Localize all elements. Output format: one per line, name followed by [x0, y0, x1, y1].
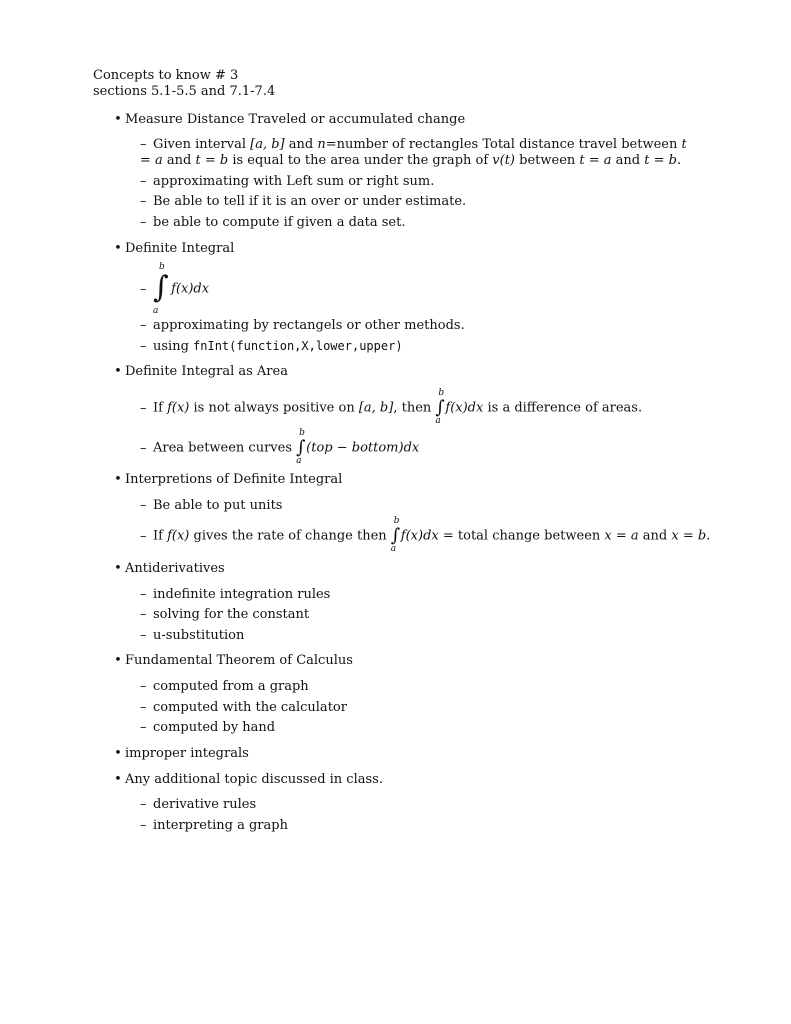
section-title: Definite Integral as Area: [125, 364, 288, 379]
dash-icon: –: [140, 281, 147, 297]
list-item: – indefinite integration rules: [140, 587, 331, 602]
dash-icon: –: [140, 607, 147, 622]
integral-icon: ∫: [153, 270, 169, 305]
integral-icon: ∫: [435, 397, 445, 418]
list-item: – solving for the constant: [140, 607, 310, 622]
integral-icon: ∫: [390, 525, 401, 546]
list-item: – using fnInt(function,X,lower,upper): [140, 339, 403, 354]
document-header: [93, 68, 275, 100]
section-title: Measure Distance Traveled or accumulated change: [125, 112, 466, 127]
section-title: Antiderivatives: [125, 561, 225, 576]
integral-sign: b ∫ a: [153, 262, 169, 316]
integral-sign: b ∫ a: [435, 388, 445, 426]
list-item: – If f(x) is not always positive on [a, b], then b ∫ a f(x)dx is a difference of areas.: [140, 388, 643, 426]
list-item: – Given interval [a, b] and n=number of rectangles Total distance travel between t = a and t = b is equal to the area under the graph of v(t) between t = a and t = b.: [140, 137, 687, 168]
list-item: [140, 262, 210, 316]
bullet-icon: •: [114, 241, 122, 256]
bullet-icon: •: [114, 746, 122, 761]
dash-icon: –: [140, 318, 147, 333]
section-title: Any additional topic discussed in class.: [125, 772, 383, 787]
dash-icon: –: [140, 628, 147, 643]
list-item: – computed with the calculator: [140, 700, 347, 715]
header-title: Concepts to know # 3: [93, 68, 239, 83]
dash-icon: –: [140, 797, 147, 812]
bullet-icon: •: [114, 112, 122, 127]
dash-icon: –: [140, 194, 147, 209]
list-item: – Be able to put units: [140, 498, 283, 513]
list-item: – computed by hand: [140, 720, 276, 735]
list-item: – Area between curves b ∫ a (top − bottom)dx: [140, 428, 420, 466]
bullet-icon: •: [114, 561, 122, 576]
list-item: – approximating with Left sum or right sum.: [140, 174, 435, 189]
list-item: – interpreting a graph: [140, 818, 288, 833]
dash-icon: –: [140, 215, 147, 230]
header-sections: sections 5.1-5.5 and 7.1-7.4: [93, 84, 276, 99]
bullet-icon: •: [114, 772, 122, 787]
dash-icon: –: [140, 174, 147, 189]
integrand: f(x)dx: [171, 281, 210, 297]
list-item: – Be able to tell if it is an over or under estimate.: [140, 194, 467, 209]
dash-icon: –: [140, 720, 147, 735]
section-title: Definite Integral: [125, 241, 235, 256]
list-item: – be able to compute if given a data set.: [140, 215, 406, 230]
dash-icon: –: [140, 528, 147, 544]
calculator-command: fnInt(function,X,lower,upper): [193, 339, 403, 353]
bullet-icon: •: [114, 364, 122, 379]
dash-icon: –: [140, 679, 147, 694]
bullet-icon: •: [114, 472, 122, 487]
list-item: – computed from a graph: [140, 679, 309, 694]
list-item: – approximating by rectangels or other methods.: [140, 318, 465, 333]
dash-icon: –: [140, 498, 147, 513]
dash-icon: –: [140, 137, 147, 152]
dash-icon: –: [140, 440, 147, 456]
list-item: – derivative rules: [140, 797, 257, 812]
dash-icon: –: [140, 400, 147, 416]
dash-icon: –: [140, 818, 147, 833]
list-item: – If f(x) gives the rate of change then b ∫ a f(x)dx = total change between x = a and x = b.: [140, 516, 711, 554]
dash-icon: –: [140, 339, 147, 354]
bullet-icon: •: [114, 653, 122, 668]
list-item: – u-substitution: [140, 628, 245, 643]
integral-sign: b ∫ a: [390, 516, 401, 554]
integral-icon: ∫: [296, 437, 306, 458]
dash-icon: –: [140, 587, 147, 602]
integral-sign: b ∫ a: [296, 428, 306, 466]
dash-icon: –: [140, 700, 147, 715]
section-title: Interpretions of Definite Integral: [125, 472, 343, 487]
section-title: improper integrals: [125, 746, 249, 761]
section-title: Fundamental Theorem of Calculus: [125, 653, 353, 668]
